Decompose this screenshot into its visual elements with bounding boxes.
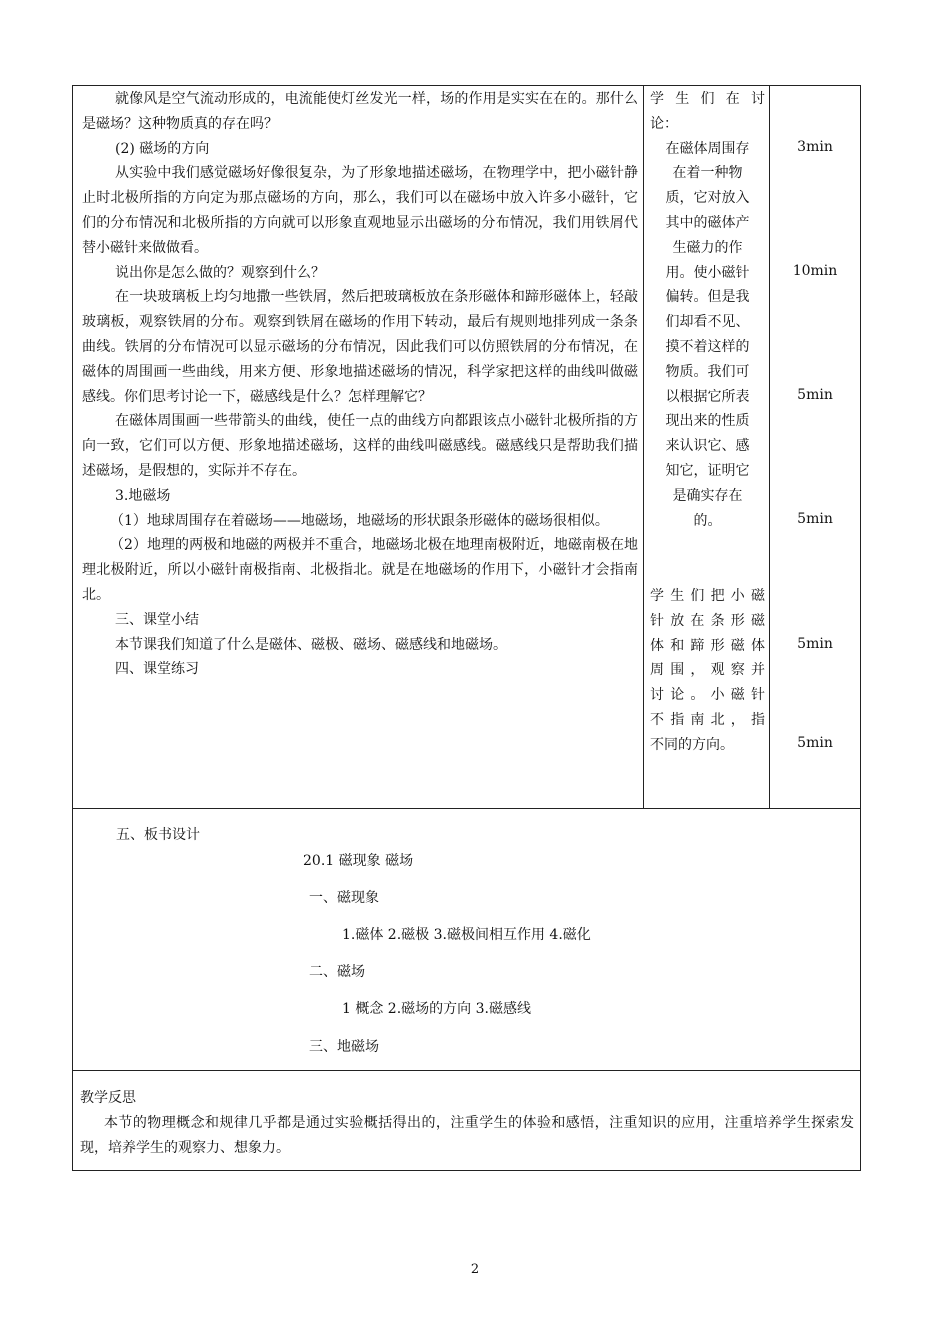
row-divider-2 bbox=[72, 1070, 861, 1071]
time-allocation: 3min bbox=[797, 139, 833, 155]
paragraph: 本节课我们知道了什么是磁体、磁极、磁场、磁感线和地磁场。 bbox=[115, 636, 507, 653]
paragraph: （1）地球周围存在着磁场——地磁场，地磁场的形状跟条形磁体的磁场很相似。 bbox=[110, 512, 609, 529]
section-summary-heading: 三、课堂小结 bbox=[115, 611, 199, 628]
column-divider-1 bbox=[643, 85, 644, 808]
student-activity-line: 质，它对放入 bbox=[665, 190, 750, 207]
subheading-geomagnetic: 3.地磁场 bbox=[115, 487, 171, 504]
subheading-field-direction: (2) 磁场的方向 bbox=[115, 140, 210, 157]
time-allocation: 5min bbox=[797, 387, 833, 403]
student-activity-line: 生磁力的作 bbox=[672, 239, 743, 256]
board-section-2: 二、磁场 bbox=[309, 964, 365, 980]
student-activity-line: 以根据它所表 bbox=[665, 388, 750, 405]
student-activity-1 bbox=[650, 87, 765, 533]
time-allocation: 5min bbox=[797, 511, 833, 527]
teaching-content bbox=[82, 87, 638, 682]
reflection-heading: 教学反思 bbox=[80, 1090, 136, 1106]
reflection-text: 本节的物理概念和规律几乎都是通过实验概括得出的，注重学生的体验和感悟，注重知识的应用，注重培养学生探索发现，培养学生的观察力、想象力。 bbox=[80, 1114, 854, 1156]
student-activity-line: 现出来的性质 bbox=[665, 413, 750, 430]
student-activity-line: 针放在条形磁 bbox=[650, 612, 765, 629]
student-activity-line: 论： bbox=[650, 115, 678, 132]
section-exercise-heading: 四、课堂练习 bbox=[115, 661, 199, 678]
student-activity-line: 周围，观察并 bbox=[650, 662, 765, 679]
board-section-3: 三、地磁场 bbox=[309, 1039, 379, 1055]
student-activity-2 bbox=[650, 584, 765, 758]
board-title: 20.1 磁现象 磁场 bbox=[303, 853, 414, 869]
question: 说出你是怎么做的？观察到什么？ bbox=[115, 264, 325, 281]
student-activity-line: 的。 bbox=[693, 512, 722, 529]
table-bottom-border bbox=[72, 1170, 861, 1171]
board-section-1-items: 1.磁体 2.磁极 3.磁极间相互作用 4.磁化 bbox=[342, 927, 591, 943]
paragraph: 在一块玻璃板上均匀地撒一些铁屑，然后把玻璃板放在条形磁体和蹄形磁体上，轻敲玻璃板，观察铁屑的分布。观察到铁屑在磁场的作用下转动，最后有规则地排列成一条条曲线。铁屑的分布情况可以显示磁场的分布情况，因此我们可以仿照铁屑的分布情况，在磁体的周围画一些曲线，用来方便、形象地描述磁场的情况，科学家把这样的曲线叫做磁感线。你们思考讨论一下，磁感线是什么？怎样理解它？ bbox=[82, 289, 638, 405]
board-section-2-items: 1 概念 2.磁场的方向 3.磁感线 bbox=[342, 1001, 531, 1017]
student-activity-line: 不同的方向。 bbox=[650, 736, 734, 753]
student-activity-line: 体和蹄形磁体 bbox=[650, 637, 765, 654]
student-activity-line: 物质。我们可 bbox=[665, 363, 750, 380]
time-allocation: 5min bbox=[797, 636, 833, 652]
student-activity-line: 讨论。小磁针 bbox=[650, 687, 765, 704]
page-number: 2 bbox=[470, 1262, 480, 1277]
student-activity-line: 偏转。但是我 bbox=[665, 289, 750, 306]
student-activity-line: 不指南北，指 bbox=[650, 711, 765, 728]
paragraph: 在磁体周围画一些带箭头的曲线，使任一点的曲线方向都跟该点小磁针北极所指的方向一致，它们可以方便、形象地描述磁场，这样的曲线叫磁感线。磁感线只是帮助我们描述磁场，是假想的，实际并不存在。 bbox=[82, 413, 638, 479]
row-divider-1 bbox=[72, 808, 861, 809]
column-divider-2 bbox=[769, 85, 770, 808]
student-activity-line: 是确实存在 bbox=[672, 487, 743, 504]
time-allocation: 10min bbox=[792, 263, 838, 279]
teaching-reflection bbox=[80, 1086, 854, 1160]
student-activity-line: 知它，证明它 bbox=[665, 462, 750, 479]
paragraph: 从实验中我们感觉磁场好像很复杂，为了形象地描述磁场，在物理学中，把小磁针静止时北极所指的方向定为那点磁场的方向，那么，我们可以在磁场中放入许多小磁针，它们的分布情况和北极所指的方向就可以形象直观地显示出磁场的分布情况，我们用铁屑代替小磁针来做做看。 bbox=[82, 165, 638, 256]
paragraph: （2）地理的两极和地磁的两极并不重合，地磁场北极在地理南极附近，地磁南极在地理北极附近，所以小磁针南极指南、北极指北。就是在地磁场的作用下，小磁针才会指南北。 bbox=[82, 537, 638, 603]
student-activity-line: 在磁体周围存 bbox=[665, 140, 750, 157]
student-activity-line: 摸不着这样的 bbox=[665, 338, 750, 355]
paragraph: 就像风是空气流动形成的，电流能使灯丝发光一样，场的作用是实实在在的。那什么是磁场？这种物质真的存在吗？ bbox=[82, 91, 638, 132]
student-activity-line: 其中的磁体产 bbox=[665, 214, 750, 231]
student-activity-line: 来认识它、感 bbox=[665, 438, 750, 455]
table-right-border bbox=[860, 85, 861, 1171]
student-activity-line: 用。使小磁针 bbox=[665, 264, 750, 281]
student-activity-line: 们却看不见、 bbox=[665, 314, 750, 331]
table-top-border bbox=[72, 85, 861, 86]
student-activity-head: 学生们在讨 bbox=[650, 91, 765, 107]
time-allocation: 5min bbox=[797, 735, 833, 751]
student-activity-line: 学生们把小磁 bbox=[650, 588, 765, 604]
table-left-border bbox=[72, 85, 73, 1171]
board-design-heading: 五、板书设计 bbox=[116, 827, 200, 843]
board-section-1: 一、磁现象 bbox=[309, 890, 379, 906]
student-activity-line: 在着一种物 bbox=[672, 165, 743, 182]
